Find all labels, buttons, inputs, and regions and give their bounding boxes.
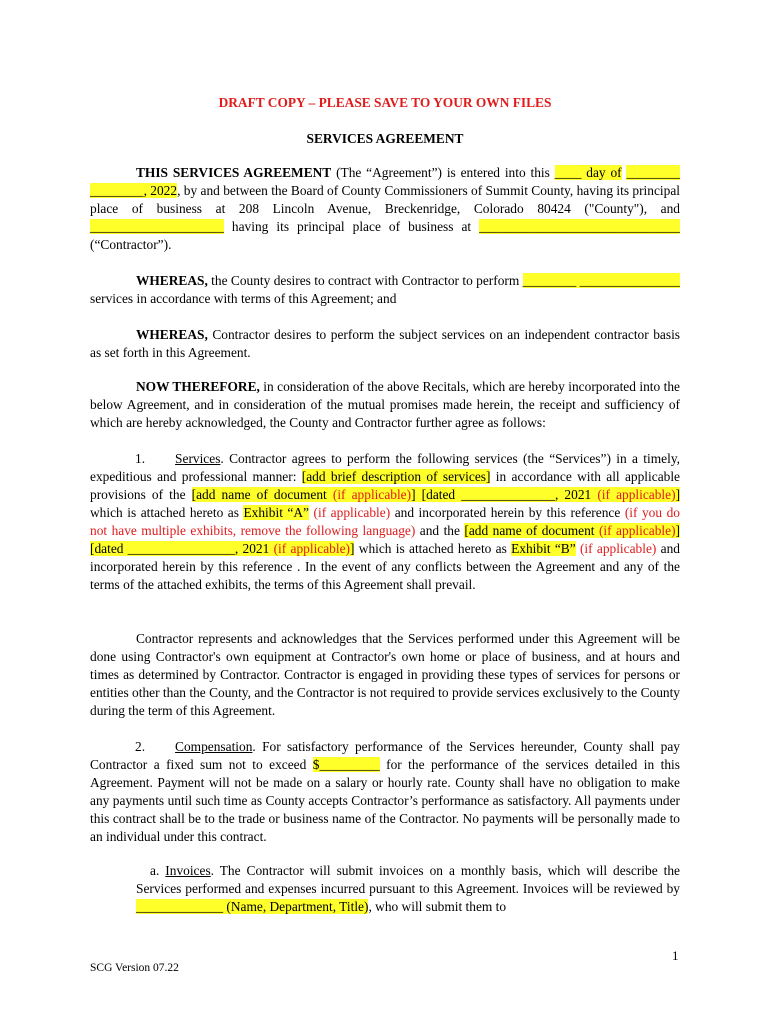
blank-address-field[interactable]: ______________________________ xyxy=(479,219,680,234)
contractor-representation-text: Contractor represents and acknowledges that the Services performed under this Agreement will be done using Contractor's own equipment at Contractor's own home or place of business, and at hours and times as determined by Contractor. Contractor is engaged in providing these types of services for persons or entities other than the County, and the Contractor is not required to provide services exclusively to the County during the term of this Agreement. xyxy=(90,631,680,718)
whereas-lead-2: WHEREAS, xyxy=(136,327,208,342)
blank-date-field[interactable]: ________ ________, 2022 xyxy=(90,165,681,198)
section1-text-3: which is attached hereto as xyxy=(90,505,244,520)
section2-text-1: . For satisfactory performance of the Services hereunder, County shall pay Contractor a fixed sum not to exceed xyxy=(90,739,680,772)
section-2-heading: Compensation xyxy=(175,739,253,754)
intro-paragraph xyxy=(90,164,680,254)
section1-text-4: and incorporated herein by this reference xyxy=(390,505,625,520)
intro-lead: THIS SERVICES AGREEMENT xyxy=(136,165,332,180)
now-therefore-text: in consideration of the above Recitals, which are hereby incorporated into the below Agreement, and in consideration of the mutual promises made herein, the receipt and sufficiency of which are hereby acknowledged, the County and Contractor further agree as follows: xyxy=(90,379,680,430)
page-number: 1 xyxy=(672,948,679,963)
doc1-part-c: ] xyxy=(675,487,681,502)
doc2-applicable-2: (if applicable) xyxy=(273,541,351,556)
document-1-field[interactable] xyxy=(192,487,680,502)
agreement-title: SERVICES AGREEMENT xyxy=(306,131,464,146)
section-1-number: 1. xyxy=(135,451,146,466)
exhibit-a-applicable: (if applicable) xyxy=(309,505,391,520)
whereas1-text-1: the County desires to contract with Contractor to perform xyxy=(207,273,523,288)
doc1-applicable-1: (if applicable) xyxy=(332,487,412,502)
section2a-text-1: . The Contractor will submit invoices on a monthly basis, which will describe the Services performed and expenses incurred pursuant to this Agreement. Invoices will be reviewed by xyxy=(136,863,680,896)
multiple-exhibits-note: (if you do not have multiple exhibits, remove the following language) xyxy=(90,505,680,538)
services-description-field[interactable]: [add brief description of services] xyxy=(301,469,491,484)
intro-text-5: (“Contractor”). xyxy=(90,237,172,252)
now-therefore-paragraph xyxy=(90,378,680,432)
now-therefore-lead: NOW THEREFORE, xyxy=(136,379,260,394)
doc2-part-c: ] xyxy=(350,541,355,556)
section-1-services xyxy=(90,450,680,594)
doc2-part-b: ] [dated ________________, 2021 xyxy=(90,523,681,556)
doc1-part-a: [add name of document xyxy=(191,487,333,502)
section1-text-6: which is attached hereto as xyxy=(354,541,512,556)
whereas-lead-1: WHEREAS, xyxy=(136,273,208,288)
whereas1-text-2: services in accordance with terms of this Agreement; and xyxy=(90,291,397,306)
section-2a-heading: Invoices xyxy=(165,863,211,878)
doc1-part-b: ] [dated ______________, 2021 xyxy=(411,487,598,502)
exhibit-b-applicable: (if applicable) xyxy=(575,541,657,556)
intro-text-3: , by and between the Board of County Commissioners of Summit County, having its principal place of business at 208 Lincoln Avenue, Breckenridge, Colorado 80424 ("County"), and xyxy=(90,183,680,216)
contractor-representation-paragraph xyxy=(90,630,680,720)
section-2a-number: a. xyxy=(150,863,160,878)
version-label: SCG Version 07.22 xyxy=(90,962,179,974)
intro-text-4: having its principal place of business at xyxy=(223,219,480,234)
doc2-applicable-1: (if applicable) xyxy=(598,523,676,538)
section1-text-2: in accordance with all applicable provisions of the xyxy=(90,469,680,502)
section1-text-1: . Contractor agrees to perform the following services (the “Services”) in a timely, expeditious and professional manner: xyxy=(90,451,680,484)
exhibit-b-field[interactable]: Exhibit “B” xyxy=(511,541,576,556)
section2-text-2: for the performance of the services detailed in this Agreement. Payment will not be made on a salary or hourly rate. County shall have no obligation to make any payments until such time as County accepts Contractor’s performance as satisfactory. All payments under this contract shall be to the trade or business name of the Contractor. No payments will be personally made to an individual under this contract. xyxy=(90,757,680,844)
blank-day-field[interactable]: ____ day of xyxy=(554,165,622,180)
whereas-paragraph-1 xyxy=(90,272,680,308)
whereas2-text-1: Contractor desires to perform the subject services on an independent contractor basis as set forth in this Agreement. xyxy=(90,327,680,360)
doc1-applicable-2: (if applicable) xyxy=(597,487,676,502)
doc2-part-a: [add name of document xyxy=(464,523,599,538)
section1-text-7: and incorporated herein by this reference . In the event of any conflicts between the Agreement and any of the terms of the attached exhibits, the terms of this Agreement shall prevail. xyxy=(90,541,680,592)
whereas-paragraph-2 xyxy=(90,326,680,362)
blank-services-field[interactable]: ________ _______________ xyxy=(522,273,681,288)
section-1-heading: Services xyxy=(175,451,221,466)
draft-notice: DRAFT COPY – PLEASE SAVE TO YOUR OWN FILES xyxy=(218,95,552,110)
fixed-sum-field[interactable]: $_________ xyxy=(312,757,380,772)
section1-text-5: and the xyxy=(415,523,465,538)
section2a-text-2: , who will submit them to xyxy=(368,899,507,914)
blank-contractor-field[interactable]: ____________________ xyxy=(90,219,224,234)
invoice-reviewer-field[interactable]: _____________ (Name, Department, Title) xyxy=(136,899,369,914)
intro-text-1: (The “Agreement”) is entered into this xyxy=(331,165,555,180)
exhibit-a-field[interactable]: Exhibit “A” xyxy=(243,505,309,520)
section-2a-invoices xyxy=(136,862,680,916)
section-2-compensation xyxy=(90,738,680,846)
section-2-number: 2. xyxy=(135,739,146,754)
